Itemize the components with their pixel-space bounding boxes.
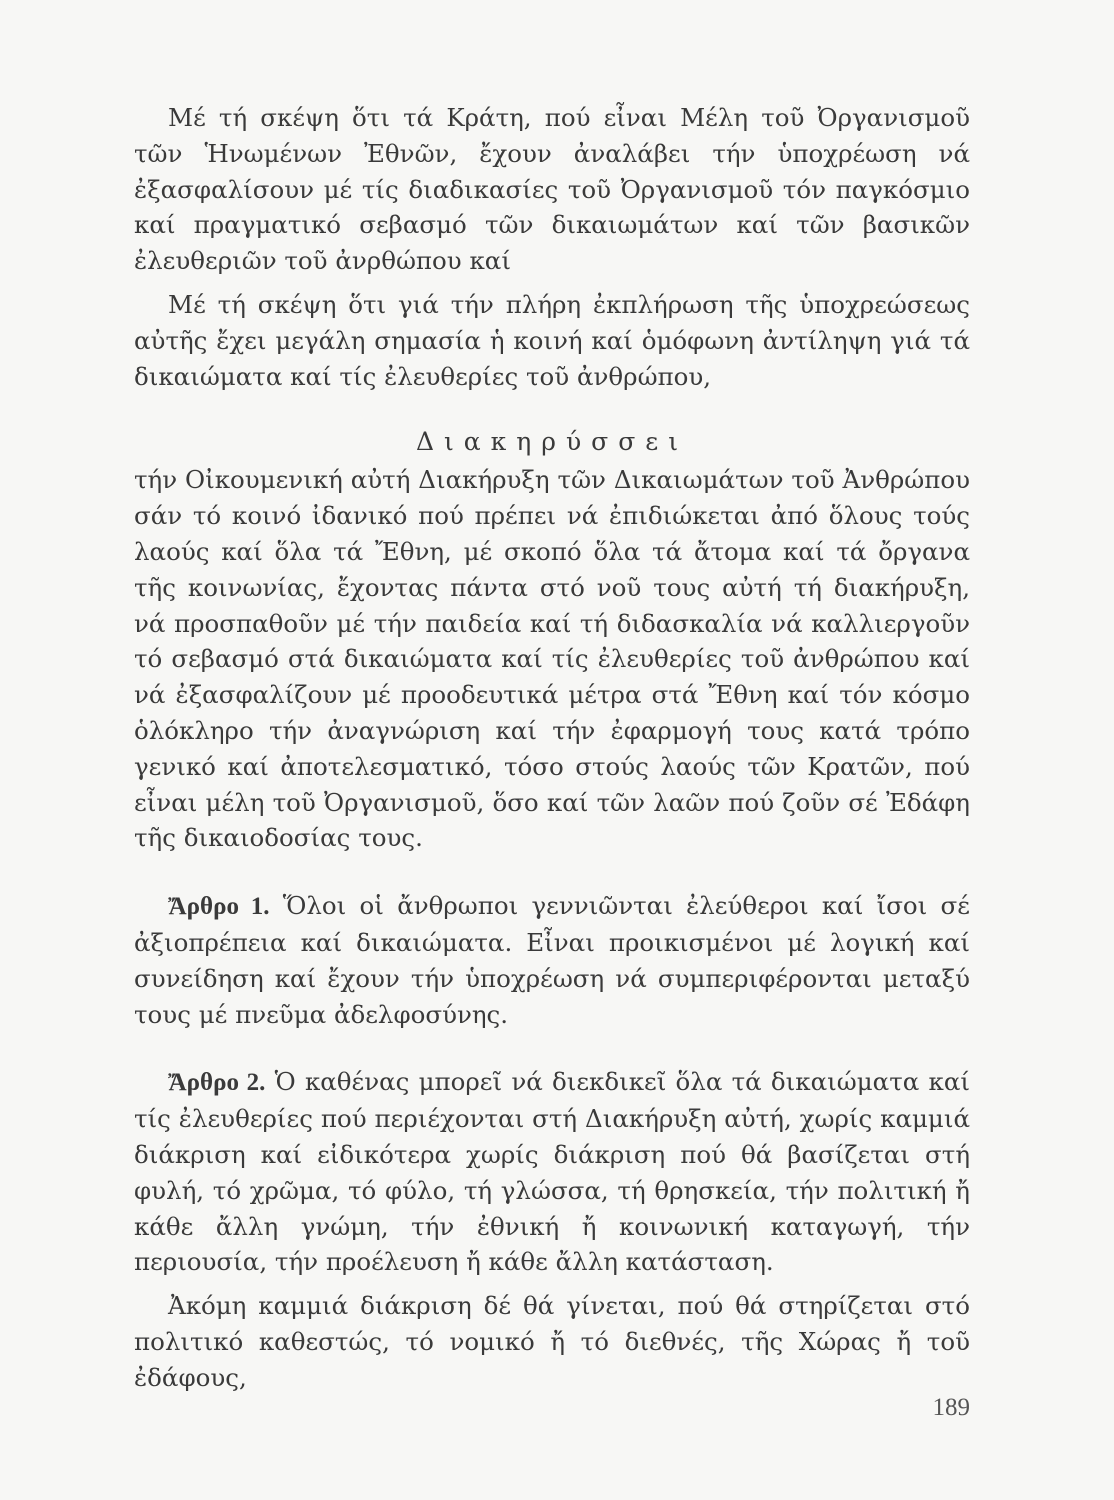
preamble-text-1: Μέ τή σκέψη ὅτι τά Κράτη, πού εἶναι Μέλη τοῦ Ὀργανισμοῦ τῶν Ἡνωμένων Ἐθνῶν, ἔχουν ἀναλάβει τήν ὑποχρέωση νά ἐξασφαλίσουν μέ τίς διαδικασίες τοῦ Ὀργανισμοῦ τόν παγκόσμιο καί πραγματικό σεβασμό τῶν δικαιωμάτων καί τῶν βασικῶν ἐλευθεριῶν τοῦ ἀνρθώπου καί bbox=[134, 103, 970, 276]
article-2-text: Ὁ καθένας μπορεῖ νά διεκδικεῖ ὅλα τά δικαιώματα καί τίς ἐλευθερίες πού περιέχονται στή Διακήρυξη αὐτή, χωρίς καμμιά διάκριση καί εἰδικότερα χωρίς διάκριση πού θά βασίζεται στή φυλή, τό χρῶμα, τό φύλο, τή γλώσσα, τή θρησκεία, τήν πολιτική ἤ κάθε ἄλλη γνώμη, τήν ἐθνική ἤ κοινωνική καταγωγή, τήν περιουσία, τήν προέλευση ἤ κάθε ἄλλη κατάσταση. bbox=[134, 1067, 970, 1277]
preamble-text-2: Μέ τή σκέψη ὅτι γιά τήν πλήρη ἐκπλήρωση τῆς ὑποχρεώσεως αὐτῆς ἔχει μεγάλη σημασία ἡ κοινή καί ὁμόφωνη ἀντίληψη γιά τά δικαιώματα καί τίς ἐλευθερίες τοῦ ἀνθρώπου, bbox=[134, 289, 970, 391]
article-2-continuation-paragraph bbox=[134, 1288, 970, 1395]
page-number: 189 bbox=[932, 1394, 970, 1421]
preamble-paragraph-1 bbox=[134, 100, 970, 279]
article-2-label: Ἄρθρο 2. bbox=[168, 1069, 266, 1097]
spacer bbox=[134, 856, 970, 888]
article-2-paragraph bbox=[134, 1064, 970, 1280]
article-1-paragraph bbox=[134, 888, 970, 1032]
article-2-text-2: Ἀκόμη καμμιά διάκριση δέ θά γίνεται, πού θά στηρίζεται στό πολιτικό καθεστώς, τό νομικό ἤ τό διεθνές, τῆς Χώρας ἤ τοῦ ἐδάφους, bbox=[134, 1291, 970, 1392]
spacer bbox=[134, 279, 970, 287]
spacer bbox=[134, 1280, 970, 1288]
spacer bbox=[134, 394, 970, 424]
proclamation-paragraph: τήν Οἰκουμενική αὐτή Διακήρυξη τῶν Δικαιωμάτων τοῦ Ἀνθρώπου σάν τό κοινό ἰδανικό πού πρέπει νά ἐπιδιώκεται ἀπό ὅλους τούς λαούς καί ὅλα τά Ἔθνη, μέ σκοπό ὅλα τά ἄτομα καί τά ὄργανα τῆς κοινωνίας, ἔχοντας πάντα στό νοῦ τους αὐτή τή διακήρυξη, νά προσπαθοῦν μέ τήν παιδεία καί τή διδασκαλία νά καλλιεργοῦν τό σεβασμό στά δικαιώματα καί τίς ἐλευθερίες τοῦ ἀνθρώπου καί νά ἐξασφαλίζουν μέ προοδευτικά μέτρα στά Ἔθνη καί τόν κόσμο ὁλόκληρο τήν ἀναγνώριση καί τήν ἐφαρμογή τους κατά τρόπο γενικό καί ἀποτελεσματικό, τόσο στούς λαούς τῶν Κρατῶν, πού εἶναι μέλη τοῦ Ὀργανισμοῦ, ὅσο καί τῶν λαῶν πού ζοῦν σέ Ἐδάφη τῆς δικαιοδοσίας τους. bbox=[134, 465, 970, 853]
article-1-text: Ὅλοι οἱ ἄνθρωποι γεννιῶνται ἐλεύθεροι καί ἴσοι σέ ἀξιοπρέπεια καί δικαιώματα. Εἶναι προικισμένοι μέ λογική καί συνείδηση καί ἔχουν τήν ὑποχρέωση νά συμπεριφέρονται μεταξύ τους μέ πνεῦμα ἀδελφοσύνης. bbox=[134, 891, 970, 1029]
document-page bbox=[134, 100, 970, 1396]
preamble-paragraph-2 bbox=[134, 287, 970, 394]
article-1-label: Ἄρθρο 1. bbox=[168, 893, 270, 921]
spacer bbox=[134, 1032, 970, 1064]
proclamation-heading: Διακηρύσσει bbox=[415, 427, 689, 457]
